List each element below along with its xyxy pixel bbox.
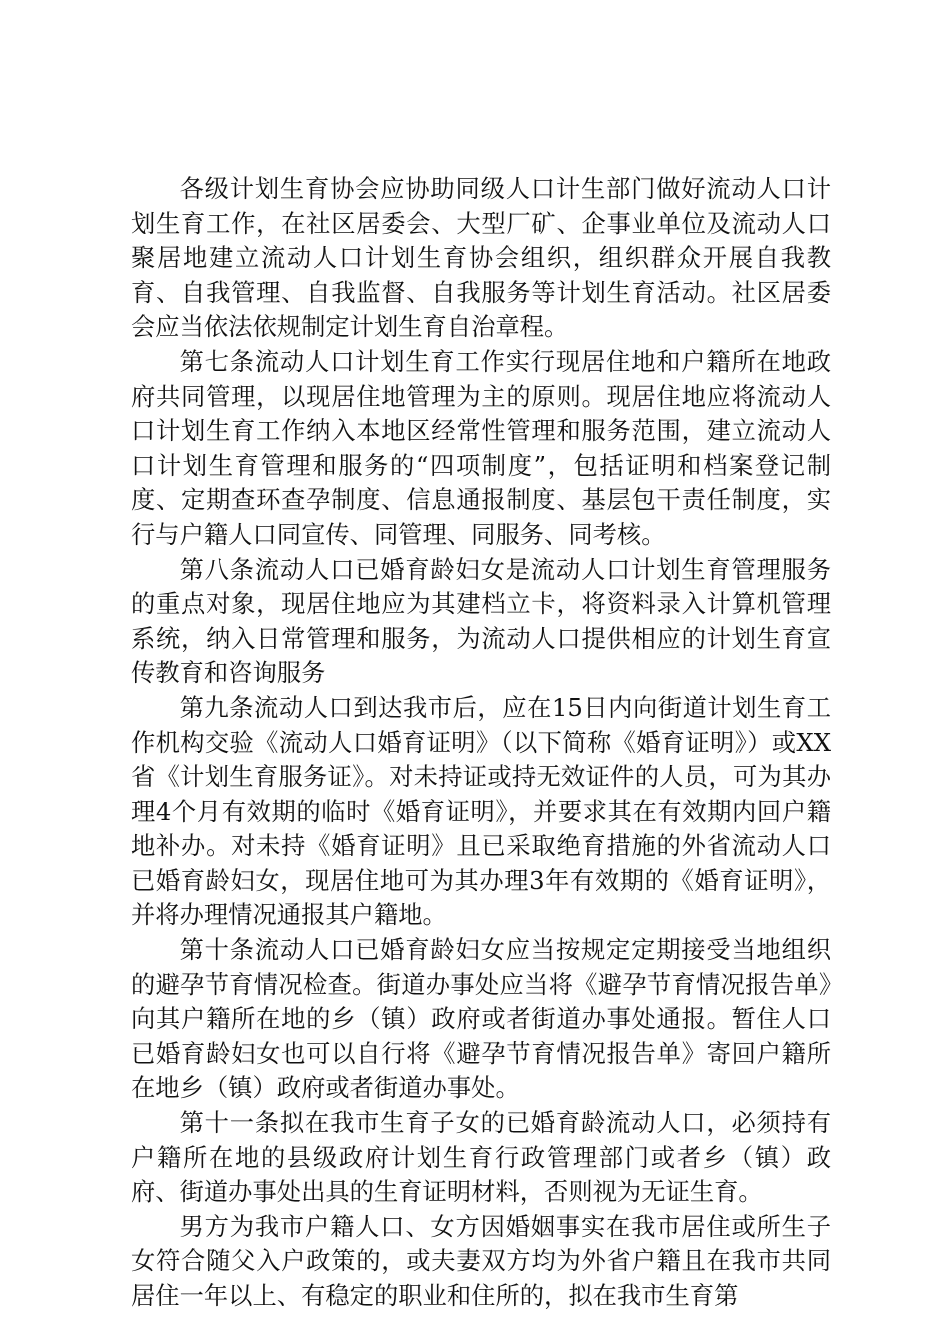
paragraph-article-7: 第七条流动人口计划生育工作实行现居住地和户籍所在地政府共同管理，以现居住地管理为主的原则。现居住地应将流动人口计划生育工作纳入本地区经常性管理和服务范围，建立流动人口计划生育管理和服务的“四项制度”，包括证明和档案登记制度、定期查环查孕制度、信息通报制度、基层包干责任制度，实行与户籍人口同宣传、同管理、同服务、同考核。	[131, 346, 831, 549]
paragraph-article-10: 第十条流动人口已婚育龄妇女应当按规定定期接受当地组织的避孕节育情况检查。街道办事处应当将《避孕节育情况报告单》向其户籍所在地的乡（镇）政府或者街道办事处通报。暂住人口已婚育龄妇女也可以自行将《避孕节育情况报告单》寄回户籍所在地乡（镇）政府或者街道办事处。	[131, 935, 831, 1103]
document-page	[131, 172, 831, 1314]
paragraph-association: 各级计划生育协会应协助同级人口计生部门做好流动人口计划生育工作，在社区居委会、大型厂矿、企事业单位及流动人口聚居地建立流动人口计划生育协会组织，组织群众开展自我教育、自我管理、自我监督、自我服务等计划生育活动。社区居委会应当依法依规制定计划生育自治章程。	[131, 174, 831, 342]
paragraph-article-9: 第九条流动人口到达我市后，应在15日内向街道计划生育工作机构交验《流动人口婚育证明》（以下简称《婚育证明》）或XX省《计划生育服务证》。对未持证或持无效证件的人员，可为其办理4个月有效期的临时《婚育证明》，并要求其在有效期内回户籍地补办。对未持《婚育证明》且已采取绝育措施的外省流动人口已婚育龄妇女，现居住地可为其办理3年有效期的《婚育证明》，并将办理情况通报其户籍地。	[131, 692, 831, 930]
paragraph-article-11: 第十一条拟在我市生育子女的已婚育龄流动人口，必须持有户籍所在地的县级政府计划生育行政管理部门或者乡（镇）政府、街道办事处出具的生育证明材料，否则视为无证生育。	[131, 1108, 831, 1207]
paragraph-household-registration: 男方为我市户籍人口、女方因婚姻事实在我市居住或所生子女符合随父入户政策的，或夫妻双方均为外省户籍且在我市共同居住一年以上、有稳定的职业和住所的，拟在我市生育第	[131, 1211, 831, 1310]
paragraph-article-8: 第八条流动人口已婚育龄妇女是流动人口计划生育管理服务的重点对象，现居住地应为其建档立卡，将资料录入计算机管理系统，纳入日常管理和服务，为流动人口提供相应的计划生育宣传教育和咨询服务	[131, 554, 831, 688]
